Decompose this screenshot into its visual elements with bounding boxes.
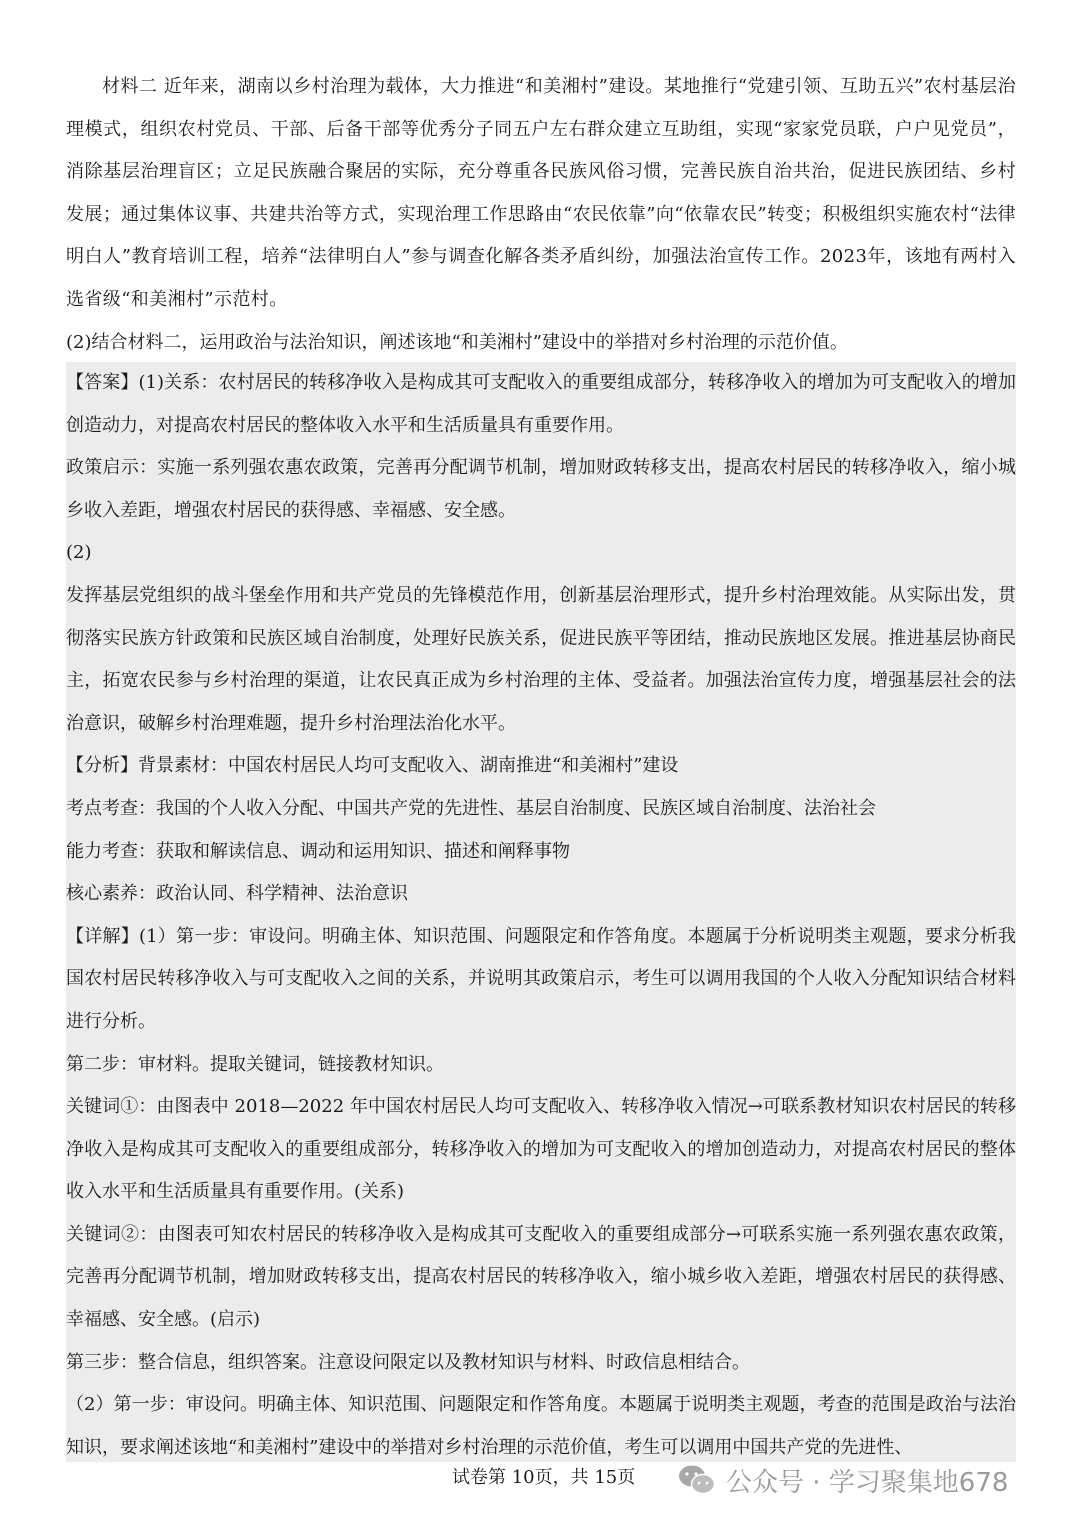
analysis-test-points: 考点考查：我国的个人收入分配、中国共产党的先进性、基层自治制度、民族区域自治制度、法治社会 <box>66 797 876 819</box>
question-2: (2)结合材料二，运用政治与法治知识，阐述该地“和美湘村”建设中的举措对乡村治理的示范价值。 <box>66 332 848 353</box>
answer-part2-label: (2) <box>66 542 92 564</box>
detail-part2-step1: （2）第一步：审设问。明确主体、知识范围、问题限定和作答角度。本题属于说明类主观题，考查的范围是政治与法治知识，要求阐述该地“和美湘村”建设中的举措对乡村治理的示范价值，考生可以调用中国共产党的先进性、 <box>66 1394 1016 1458</box>
answer-policy-insight: 政策启示：实施一系列强农惠农政策，完善再分配调节机制，增加财政转移支出，提高农村居民的转移净收入，缩小城乡收入差距，增强农村居民的获得感、幸福感、安全感。 <box>66 457 1016 521</box>
material-paragraph: 材料二 近年来，湖南以乡村治理为载体，大力推进“和美湘村”建设。某地推行“党建引领、互助五兴”农村基层治理模式，组织农村党员、干部、后备干部等优秀分子同五户左右群众建立互助组，实现“家家党员联，户户见党员”，消除基层治理盲区；立足民族融合聚居的实际，充分尊重各民族风俗习惯，完善民族自治共治，促进民族团结、乡村发展；通过集体议事、共建共治等方式，实现治理工作思路由“农民依靠”向“依靠农民”转变；积极组织实施农村“法律明白人”教育培训工程，培养“法律明白人”参与调查化解各类矛盾纠纷，加强法治宣传工作。2023年，该地有两村入选省级“和美湘村”示范村。 <box>66 76 1016 310</box>
detail-step1: 【详解】(1）第一步：审设问。明确主体、知识范围、问题限定和作答角度。本题属于分析说明类主观题，要求分析我国农村居民转移净收入与可支配收入之间的关系，并说明其政策启示，考生可以调用我国的个人收入分配知识结合材料进行分析。 <box>66 925 1016 1032</box>
detail-keyword-2: 关键词②：由图表可知农村居民的转移净收入是构成其可支配收入的重要组成部分→可联系实施一系列强农惠农政策，完善再分配调节机制，增加财政转移支出，提高农村居民的转移净收入，缩小城乡收入差距，增强农村居民的获得感、幸福感、安全感。(启示) <box>66 1223 1016 1331</box>
material-two <box>66 66 1016 322</box>
detail-step3: 第三步：整合信息，组织答案。注意设问限定以及教材知识与材料、时政信息相结合。 <box>66 1351 750 1373</box>
detail-keyword-1: 关键词①：由图表中 2018—2022 年中国农村居民人均可支配收入、转移净收入情况→可联系教材知识农村居民的转移净收入是构成其可支配收入的重要组成部分，转移净收入的增加为可支配收入的增加创造动力，对提高农村居民的整体收入水平和生活质量具有重要作用。(关系) <box>66 1096 1016 1203</box>
answer-block <box>66 362 1016 1462</box>
answer-relation: 【答案】(1)关系：农村居民的转移净收入是构成其可支配收入的重要组成部分，转移净收入的增加为可支配收入的增加创造动力，对提高农村居民的整体收入水平和生活质量具有重要作用。 <box>66 372 1016 436</box>
wechat-icon <box>678 1464 716 1496</box>
watermark <box>678 1462 1008 1498</box>
page-number: 试卷第 10页，共 15页 <box>452 1467 636 1488</box>
watermark-text: 公众号 · 学习聚集地678 <box>726 1467 1009 1498</box>
analysis-core-literacy: 核心素养：政治认同、科学精神、法治意识 <box>66 883 408 905</box>
analysis-ability: 能力考查：获取和解读信息、调动和运用知识、描述和阐释事物 <box>66 840 570 862</box>
analysis-background: 【分析】背景素材：中国农村居民人均可支配收入、湖南推进“和美湘村”建设 <box>66 755 679 777</box>
detail-step2: 第二步：审材料。提取关键词，链接教材知识。 <box>66 1053 444 1075</box>
answer-part2-text: 发挥基层党组织的战斗堡垒作用和共产党员的先锋模范作用，创新基层治理形式，提升乡村治理效能。从实际出发，贯彻落实民族方针政策和民族区域自治制度，处理好民族关系，促进民族平等团结，推动民族地区发展。推进基层协商民主，拓宽农民参与乡村治理的渠道，让农民真正成为乡村治理的主体、受益者。加强法治宣传力度，增强基层社会的法治意识，破解乡村治理难题，提升乡村治理法治化水平。 <box>66 584 1016 734</box>
page-footer <box>0 1460 1080 1500</box>
